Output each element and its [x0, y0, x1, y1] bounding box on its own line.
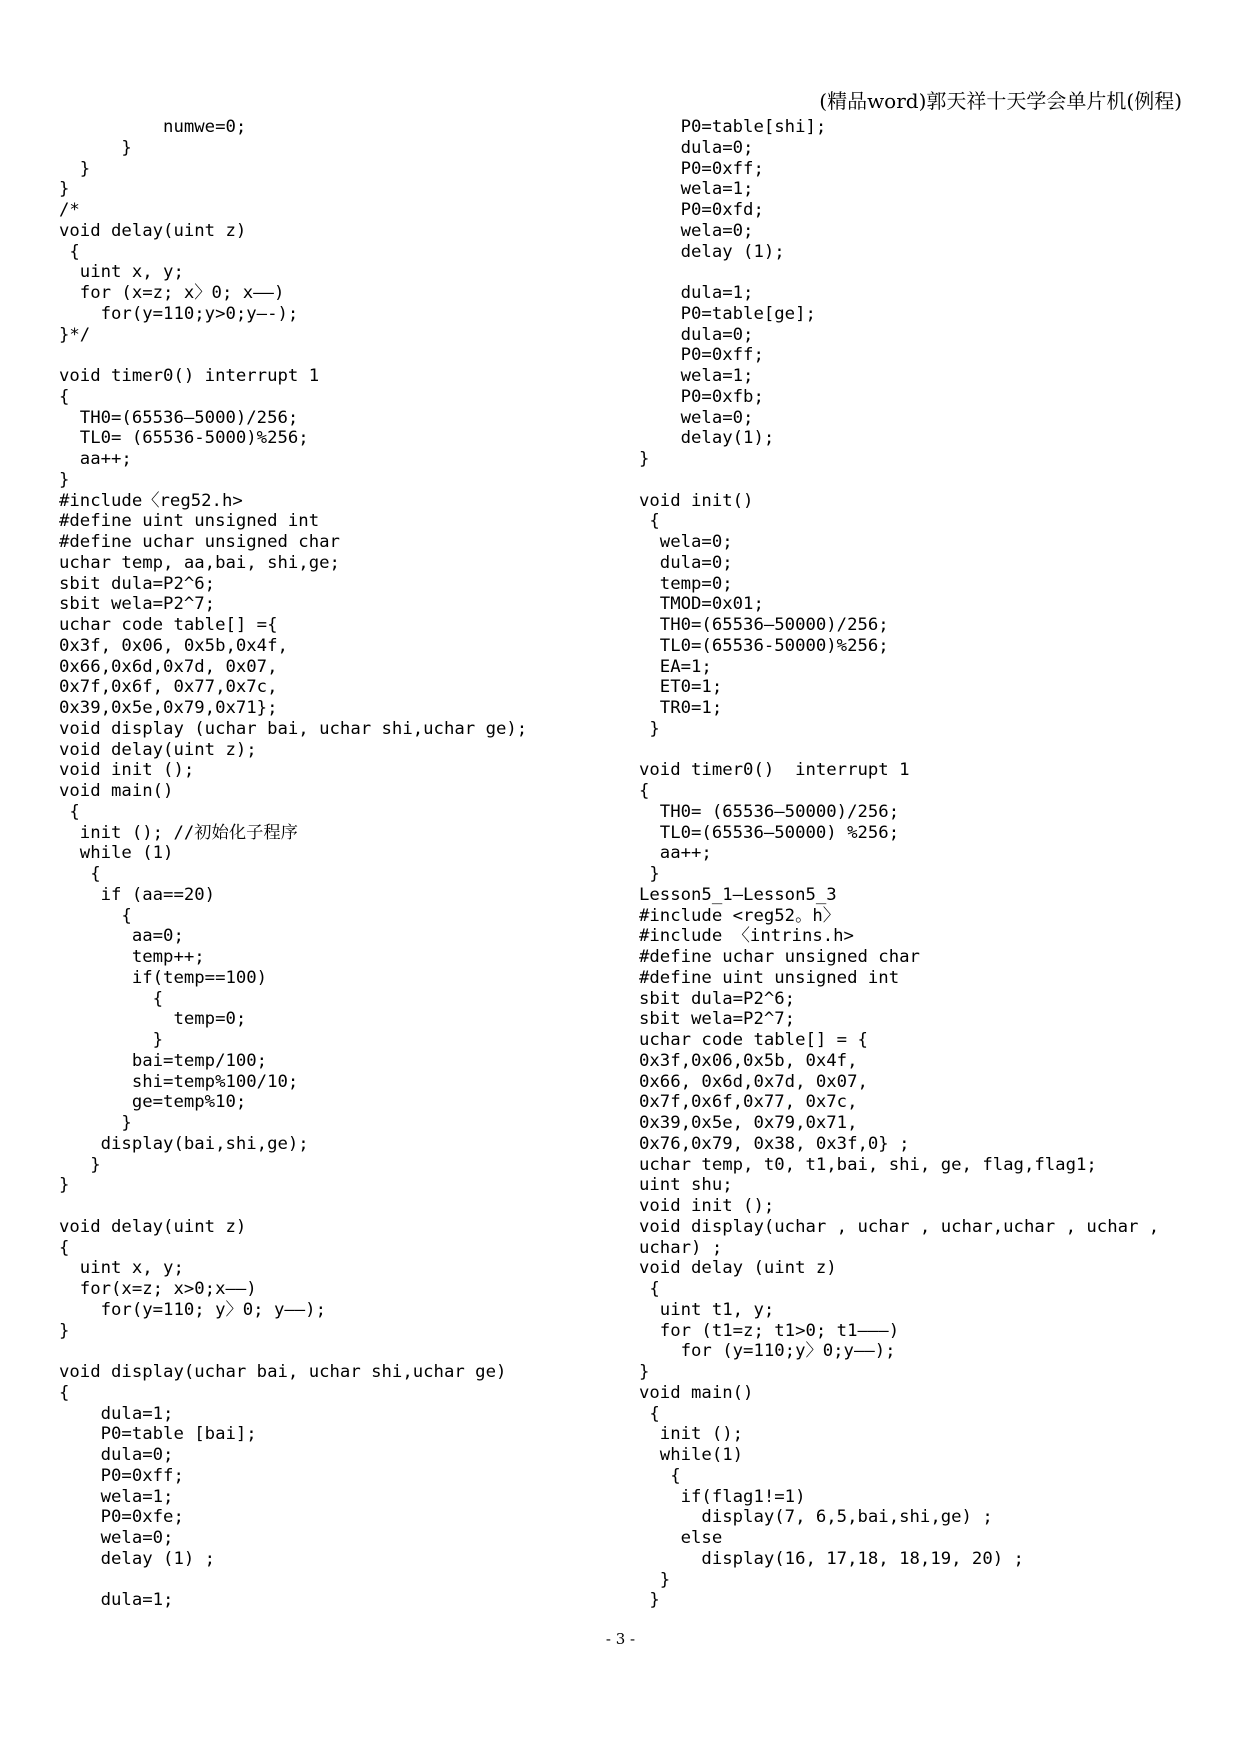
code-line: sbit wela=P2^7; — [59, 594, 216, 615]
code-line: { — [639, 1279, 660, 1299]
code-line: P0=0xfe; — [59, 1507, 184, 1528]
code-line: P0=table [bai]; — [59, 1424, 257, 1445]
code-line — [59, 345, 629, 366]
code-line: 0x66,0x6d,0x7d, 0x07, — [59, 656, 278, 677]
code-line — [59, 1570, 629, 1591]
code-line: display(16, 17,18, 18,19, 20) ; — [639, 1548, 1024, 1569]
left-code-column — [59, 117, 629, 1611]
code-line: } — [59, 179, 70, 200]
code-line: sbit dula=P2^6; — [639, 988, 796, 1009]
code-line: /* — [59, 200, 80, 220]
code-line: ET0=1; — [639, 677, 723, 698]
code-line: TH0=(65536—50000)/256; — [639, 615, 889, 635]
code-line: void delay (uint z) — [639, 1258, 837, 1279]
code-line: ge=temp%10; — [59, 1092, 247, 1113]
code-line: #define uint unsigned int — [59, 511, 320, 532]
code-line: if(flag1!=1) — [639, 1486, 806, 1507]
code-line: 0x39,0x5e,0x79,0x71}; — [59, 698, 278, 718]
code-line: void delay(uint z); — [59, 739, 257, 760]
code-line: init (); — [639, 1424, 744, 1445]
right-code-column — [639, 117, 1199, 1611]
code-line: P0=0xfd; — [639, 200, 764, 220]
code-line: } — [639, 449, 650, 469]
code-line: #define uint unsigned int — [639, 967, 900, 988]
code-line: dula=0; — [639, 137, 754, 158]
page-number: - 3 - — [605, 1630, 636, 1648]
code-line: void main() — [59, 781, 174, 801]
code-line: for (t1=z; t1>0; t1———) — [639, 1320, 900, 1341]
code-line: dula=0; — [59, 1445, 174, 1465]
code-line: 0x3f,0x06,0x5b, 0x4f, — [639, 1050, 858, 1071]
code-line: TR0=1; — [639, 698, 723, 718]
code-line: void display (uchar bai, uchar shi,uchar ge); — [59, 718, 528, 739]
code-line: #define uchar unsigned char — [639, 947, 920, 967]
code-line: }*/ — [59, 324, 91, 345]
code-line: } — [59, 1320, 70, 1341]
code-line: { — [639, 1465, 681, 1486]
code-line: for(y=110; y〉0; y——); — [59, 1299, 326, 1320]
code-line: TH0=(65536—5000)/256; — [59, 407, 299, 428]
code-line: wela=1; — [639, 366, 754, 386]
code-line — [639, 470, 1199, 491]
code-line: P0=table[ge]; — [639, 303, 816, 324]
code-line: wela=0; — [639, 220, 754, 241]
code-line: 0x3f, 0x06, 0x5b,0x4f, — [59, 635, 288, 656]
code-line: uint shu; — [639, 1175, 733, 1196]
code-line: dula=1; — [639, 283, 754, 303]
code-line: for(y=110;y>0;y—-); — [59, 303, 299, 324]
page-header: (精品word)郭天祥十天学会单片机(例程) — [819, 89, 1182, 113]
code-line: uint t1, y; — [639, 1299, 775, 1320]
code-line: void timer0() interrupt 1 — [59, 366, 320, 386]
code-line: P0=0xff; — [639, 158, 764, 179]
code-line: P0=0xff; — [639, 345, 764, 366]
code-line: TMOD=0x01; — [639, 594, 764, 615]
code-line: void timer0() interrupt 1 — [639, 760, 910, 781]
code-line: uint x, y; — [59, 1258, 184, 1279]
code-line: void delay(uint z) — [59, 220, 247, 241]
code-line: } — [59, 1175, 70, 1196]
code-line: dula=1; — [59, 1403, 174, 1424]
code-line: { — [59, 1382, 70, 1403]
code-line: #include〈reg52.h> — [59, 490, 243, 511]
code-line: { — [639, 1403, 660, 1424]
code-line: wela=0; — [639, 407, 754, 428]
code-line: { — [59, 241, 80, 262]
code-line: } — [639, 718, 660, 739]
code-line: wela=1; — [59, 1486, 174, 1507]
code-line: P0=table[shi]; — [639, 117, 827, 137]
code-line: void init (); — [59, 760, 195, 781]
code-line: TL0=(65536-50000)%256; — [639, 635, 889, 656]
code-line: aa++; — [59, 449, 132, 469]
code-line: void init (); — [639, 1196, 775, 1216]
code-line: delay (1); — [639, 241, 785, 262]
code-line: dula=1; — [59, 1590, 174, 1611]
code-line: 0x39,0x5e, 0x79,0x71, — [639, 1113, 858, 1133]
code-line: void display(uchar bai, uchar shi,uchar ge) — [59, 1362, 507, 1382]
code-line: uchar code table[] ={ — [59, 615, 278, 635]
code-line: shi=temp%100/10; — [59, 1071, 299, 1092]
code-line: P0=0xfb; — [639, 386, 764, 407]
code-line: TL0=(65536—50000) %256; — [639, 822, 900, 843]
code-line: delay(1); — [639, 428, 775, 449]
code-line: void main() — [639, 1382, 754, 1403]
code-line: uint x, y; — [59, 262, 184, 283]
code-line: display(7, 6,5,bai,shi,ge) ; — [639, 1507, 993, 1528]
code-line: while(1) — [639, 1445, 744, 1465]
code-line: uchar) ; — [639, 1237, 723, 1258]
code-line: for(x=z; x>0;x——) — [59, 1279, 257, 1299]
code-line: } — [639, 1569, 671, 1590]
code-line: } — [639, 864, 660, 884]
code-line — [639, 262, 1199, 283]
code-line: P0=0xff; — [59, 1465, 184, 1486]
code-line: 0x66, 0x6d,0x7d, 0x07, — [639, 1071, 868, 1092]
code-line: temp=0; — [639, 573, 733, 594]
code-line: aa=0; — [59, 926, 184, 947]
code-line: 0x7f,0x6f,0x77, 0x7c, — [639, 1092, 858, 1113]
code-line: uchar temp, aa,bai, shi,ge; — [59, 552, 340, 573]
code-line: init (); //初始化子程序 — [59, 822, 298, 843]
code-line: } — [59, 1154, 101, 1175]
code-line: 0x76,0x79, 0x38, 0x3f,0} ; — [639, 1133, 910, 1154]
code-line: uchar temp, t0, t1,bai, shi, ge, flag,flag1; — [639, 1154, 1097, 1175]
code-line: void display(uchar , uchar , uchar,uchar , uchar , — [639, 1216, 1160, 1237]
code-line: } — [59, 158, 91, 179]
code-line: } — [639, 1362, 650, 1382]
code-line: delay (1) ; — [59, 1548, 216, 1569]
code-line: sbit wela=P2^7; — [639, 1009, 796, 1030]
code-line: { — [639, 511, 660, 532]
code-line — [639, 740, 1199, 761]
code-line: TH0= (65536—50000)/256; — [639, 801, 900, 822]
code-line: { — [59, 905, 132, 926]
code-line: void delay(uint z) — [59, 1216, 247, 1237]
code-line: EA=1; — [639, 656, 712, 677]
code-line: } — [639, 1590, 660, 1611]
code-line: { — [59, 386, 70, 407]
code-line: { — [59, 1237, 70, 1258]
code-line: display(bai,shi,ge); — [59, 1133, 309, 1154]
code-line: while (1) — [59, 843, 174, 864]
code-line: else — [639, 1528, 723, 1548]
code-line: #define uchar unsigned char — [59, 532, 340, 552]
code-line: for (y=110;y〉0;y——); — [639, 1341, 896, 1362]
code-line: } — [59, 469, 70, 490]
code-line: wela=0; — [639, 532, 733, 552]
code-line: temp=0; — [59, 1009, 247, 1030]
code-line: dula=0; — [639, 552, 733, 573]
code-line: for (x=z; x〉0; x——) — [59, 283, 285, 303]
code-line: if(temp==100) — [59, 967, 268, 988]
code-line: dula=0; — [639, 324, 754, 345]
code-line: temp++; — [59, 947, 205, 967]
code-line: } — [59, 1030, 164, 1050]
code-line: aa++; — [639, 843, 712, 864]
code-line: #include 〈intrins.h> — [639, 926, 854, 947]
code-line: { — [59, 801, 80, 822]
code-line: { — [59, 988, 164, 1009]
code-line: void init() — [639, 490, 754, 511]
code-line: uchar code table[] = { — [639, 1030, 868, 1050]
code-line: } — [59, 1113, 132, 1133]
code-line: { — [639, 781, 650, 801]
code-line: Lesson5_1—Lesson5_3 — [639, 884, 837, 905]
code-line: #include <reg52。h〉 — [639, 905, 841, 926]
code-line: bai=temp/100; — [59, 1050, 268, 1071]
code-line: { — [59, 864, 101, 884]
code-line: wela=1; — [639, 179, 754, 200]
code-line — [59, 1341, 629, 1362]
code-line: } — [59, 137, 132, 158]
code-line: sbit dula=P2^6; — [59, 573, 216, 594]
code-line: wela=0; — [59, 1528, 174, 1548]
code-line: 0x7f,0x6f, 0x77,0x7c, — [59, 677, 278, 698]
code-line: numwe=0; — [59, 117, 247, 137]
code-line: if (aa==20) — [59, 884, 216, 905]
code-line — [59, 1196, 629, 1217]
code-line: TL0= (65536-5000)%256; — [59, 428, 309, 449]
